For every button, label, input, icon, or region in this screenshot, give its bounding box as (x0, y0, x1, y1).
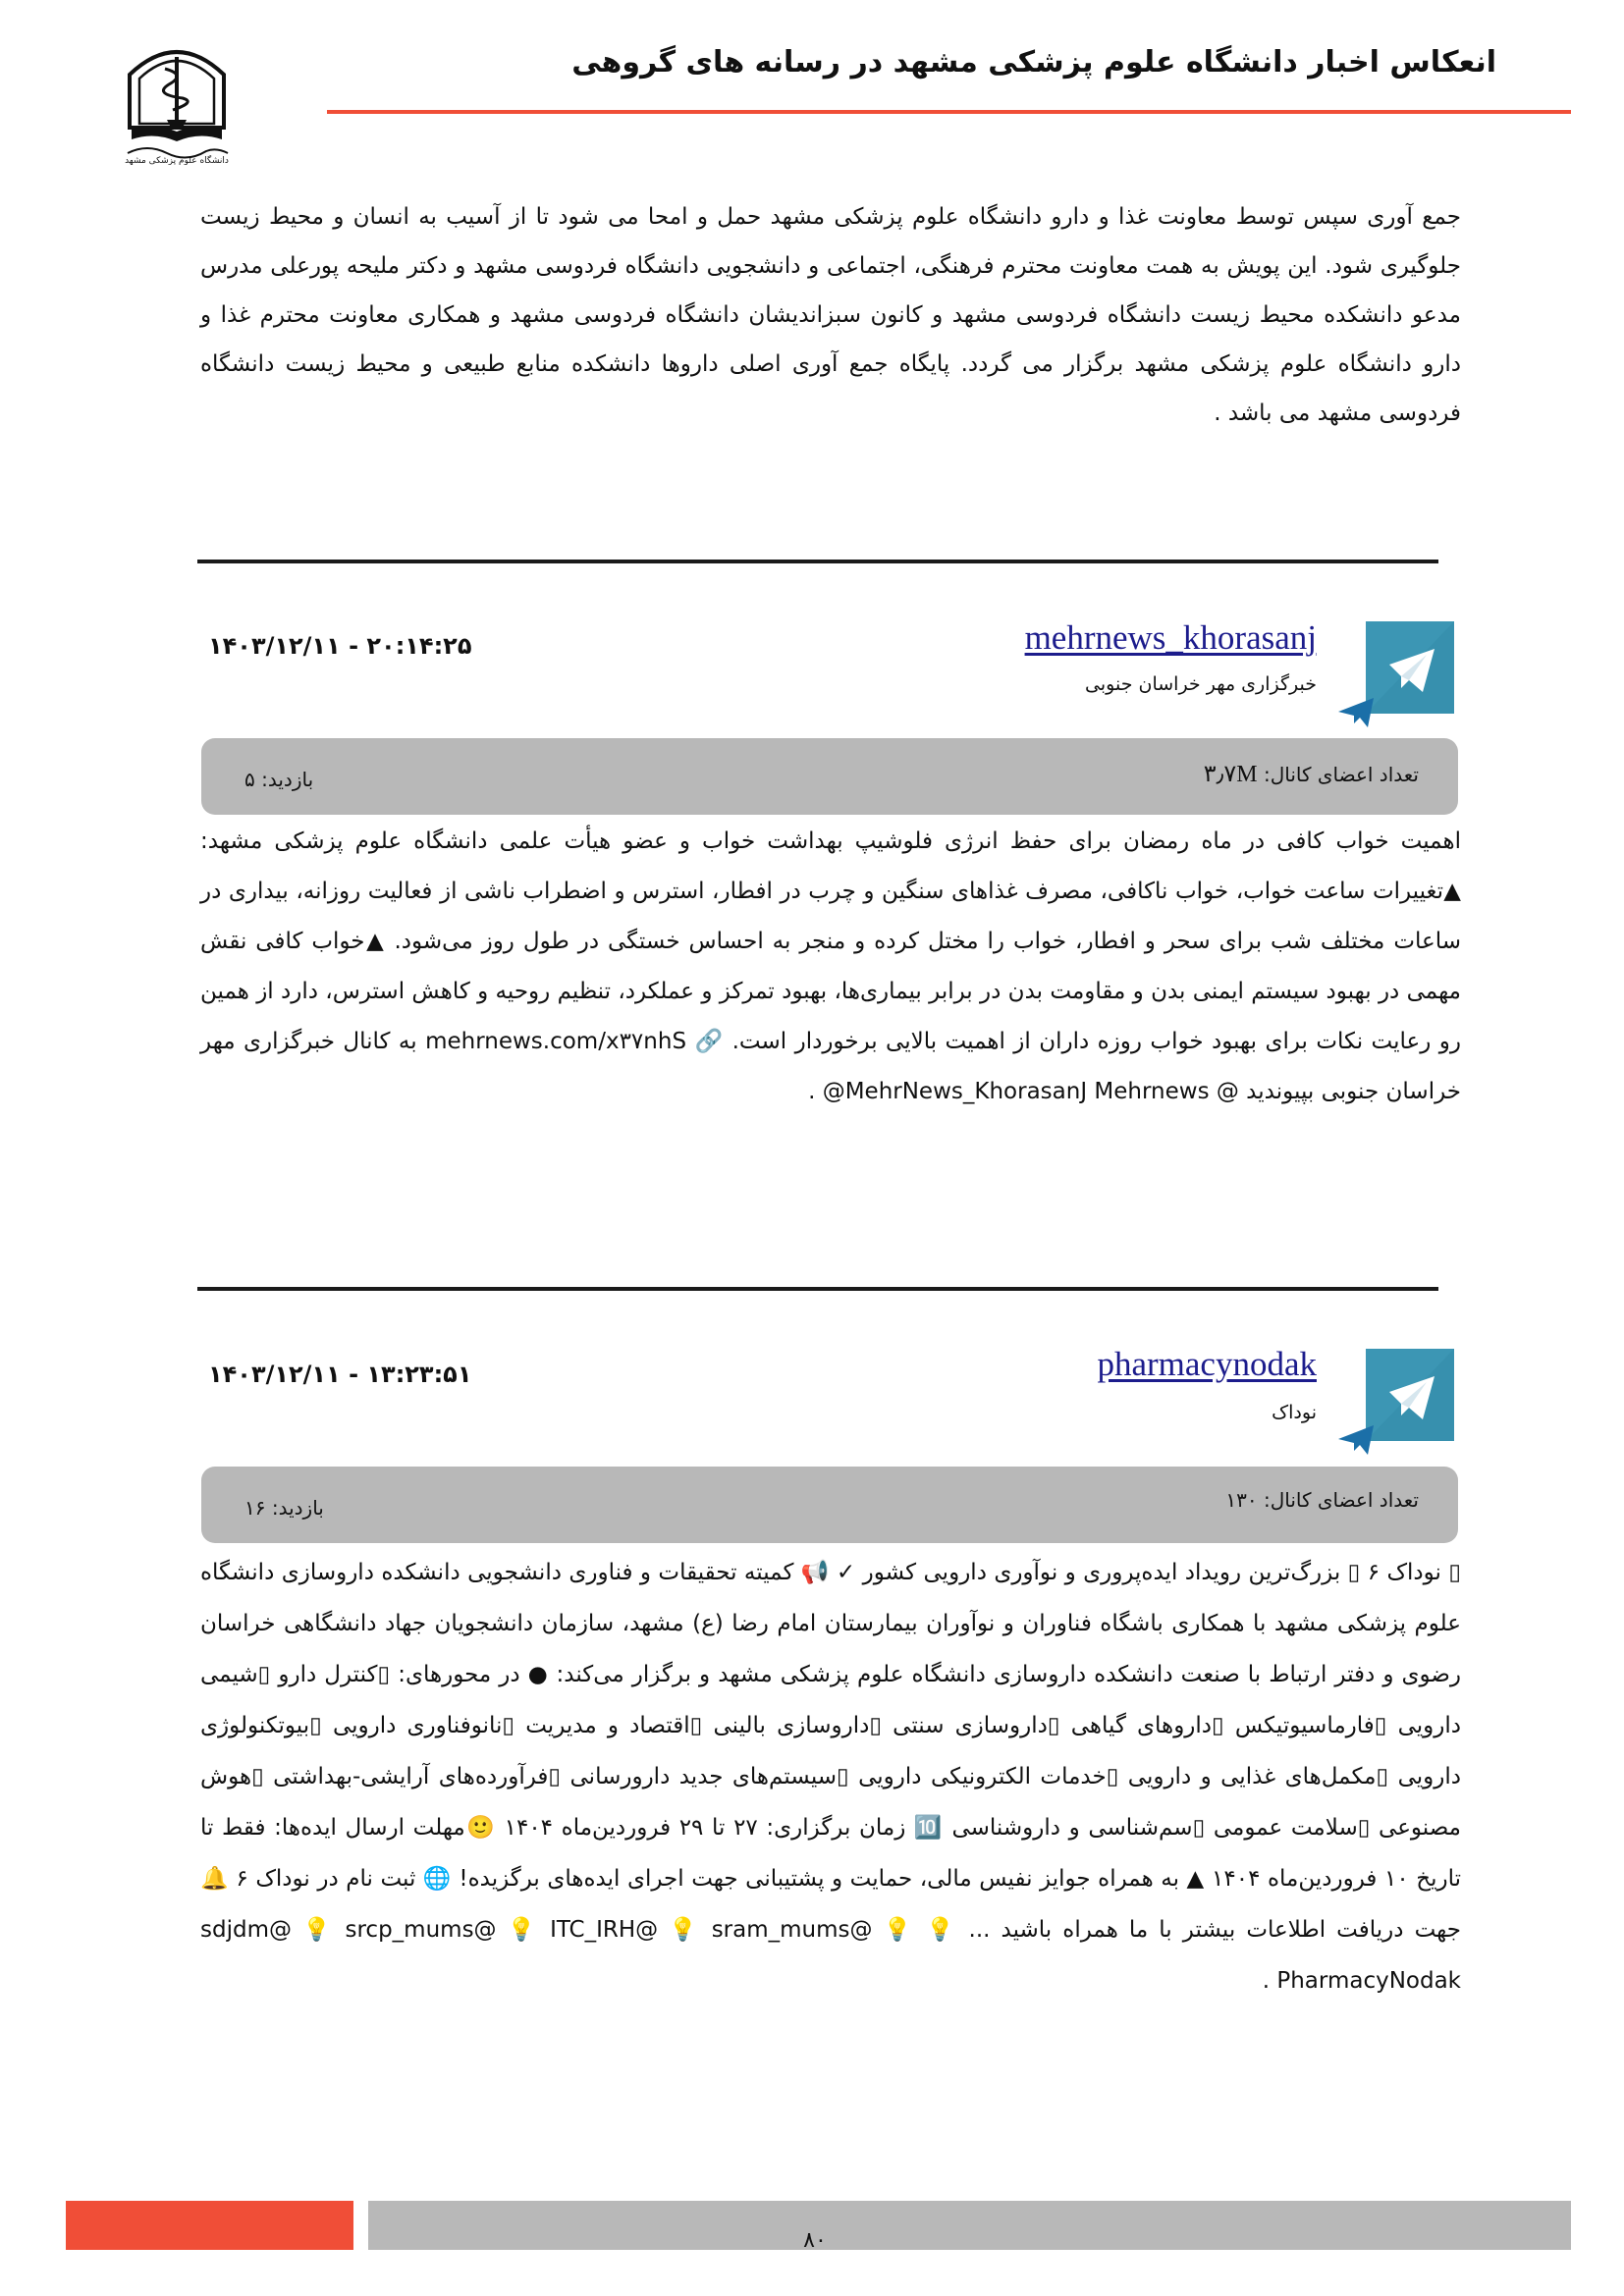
members-label: تعداد اعضای کانال: (1263, 763, 1419, 786)
views-count (244, 768, 313, 791)
stats-bar (201, 738, 1458, 815)
header-rule (327, 110, 1571, 114)
views-value: ۵ (244, 768, 255, 791)
university-logo (118, 37, 236, 165)
post-divider (197, 1287, 1438, 1291)
header-title: انعکاس اخبار دانشگاه علوم پزشکی مشهد در رسانه های گروهی (571, 45, 1496, 80)
footer-accent-bar (66, 2201, 353, 2250)
views-label: بازدید: (261, 768, 314, 791)
channel-subtitle: خبرگزاری مهر خراسان جنوبی (1085, 673, 1317, 695)
members-value: ۱۳۰ (1225, 1488, 1258, 1512)
telegram-icon (1338, 621, 1454, 731)
footer-bar (368, 2201, 1571, 2250)
post-body: اهمیت خواب کافی در ماه رمضان برای حفظ انرژی فلوشیپ بهداشت خواب و عضو هیأت علمی دانشگاه علوم پزشکی مشهد: ▲تغییرات ساعت خواب، خواب ناکافی، مصرف غذاهای سنگین و چرب در افطار، استرس و اضطراب ناشی از فعالیت روزانه، بیداری در ساعات مختلف شب برای سحر و افطار، خواب را مختل کرده و منجر به احساس خستگی در طول روز می‌شود. ▲خواب کافی نقش مهمی در بهبود سیستم ایمنی بدن و مقاومت بدن در برابر بیماری‌ها، بهبود تمرکز و عملکرد، تنظیم روحیه و کاهش استرس، دارد از همین رو رعایت نکات برای بهبود خواب روزه داران از اهمیت بالایی برخوردار است. 🔗 mehrnews.com/x۳۷nhS به کانال خبرگزاری مهر خراسان جنوبی بپیوندید @ MehrNews_KhorasanJ Mehrnews@ . (200, 828, 1461, 1104)
members-label: تعداد اعضای کانال: (1263, 1488, 1419, 1512)
views-value: ۱۶ (244, 1496, 266, 1520)
views-count (244, 1496, 324, 1520)
channel-link[interactable]: mehrnews_khorasanj (1024, 618, 1317, 657)
post-datetime: ۱۴۰۳/۱۲/۱۱ - ۱۳:۲۳:۵۱ (208, 1361, 472, 1388)
intro-paragraph: جمع آوری سپس توسط معاونت غذا و دارو دانشگاه علوم پزشکی مشهد حمل و امحا می شود تا از آسیب به انسان و محیط زیست جلوگیری شود. این پویش به همت معاونت محترم فرهنگی، اجتماعی و دانشجویی دانشگاه فردوسی مشهد و دکتر ملیحه پورعلی مدرس مدعو دانشکده محیط زیست دانشگاه فردوسی مشهد و کانون سبزاندیشان دانشگاه فردوسی مشهد و همکاری معاونت محترم غذا و دارو دانشگاه علوم پزشکی مشهد برگزار می گردد. پایگاه جمع آوری اصلی داروها دانشکده منابع طبیعی و محیط زیست دانشگاه فردوسی مشهد می باشد . (200, 204, 1461, 426)
post-datetime: ۱۴۰۳/۱۲/۱۱ - ۲۰:۱۴:۲۵ (208, 632, 472, 660)
post-body: ▯ نوداک ۶ ▯ بزرگ‌ترین رویداد ایده‌پروری و نوآوری دارویی کشور ✓ 📢 کمیته تحقیقات و فناوری دانشجویی دانشکده داروسازی دانشگاه علوم پزشکی مشهد با همکاری باشگاه فناوران و نوآوران بیمارستان امام رضا (ع) مشهد، سازمان دانشجویان جهاد دانشگاهی خراسان رضوی و دفتر ارتباط با صنعت دانشکده داروسازی دانشگاه علوم پزشکی مشهد و برگزار می‌کند: ● در محورهای: ▯کنترل دارو ▯شیمی دارویی ▯فارماسیوتیکس ▯داروهای گیاهی ▯داروسازی سنتی ▯داروسازی بالینی ▯اقتصاد و مدیریت ▯نانوفناوری دارویی ▯بیوتکنولوژی دارویی ▯مکمل‌های غذایی و دارویی ▯خدمات الکترونیکی دارویی ▯سیستم‌های جدید دارورسانی ▯فرآورده‌های آرایشی-بهداشتی ▯هوش مصنوعی ▯سلامت عمومی ▯سم‌شناسی و داروشناسی 🔟 زمان برگزاری: ۲۷ تا ۲۹ فروردین‌ماه ۱۴۰۴ 🙂مهلت ارسال ایده‌ها: فقط تا تاریخ ۱۰ فروردین‌ماه ۱۴۰۴ ▲ به همراه جوایز نفیس مالی، حمایت و پشتیبانی جهت اجرای ایده‌های برگزیده! 🌐 ثبت نام در نوداک ۶ 🔔 جهت دریافت اطلاعات بیشتر با ما همراه باشید ... 💡 sdjdm@ 💡 srcp_mums@ 💡 ITC_IRH@ 💡 sram_mums@ 💡 PharmacyNodak . (200, 1560, 1462, 1994)
members-count (1225, 1488, 1419, 1512)
members-count (1204, 760, 1419, 788)
logo-caption: دانشگاه علوم پزشکی مشهد (125, 156, 229, 165)
post-divider (197, 560, 1438, 563)
channel-subtitle: نوداک (1272, 1402, 1317, 1423)
views-label: بازدید: (271, 1496, 324, 1520)
stats-bar (201, 1467, 1458, 1543)
telegram-icon (1338, 1349, 1454, 1459)
members-value: ۳٫۷M (1203, 762, 1258, 787)
channel-link[interactable]: pharmacynodak (1097, 1345, 1317, 1383)
page-number: ۸۰ (803, 2228, 827, 2253)
